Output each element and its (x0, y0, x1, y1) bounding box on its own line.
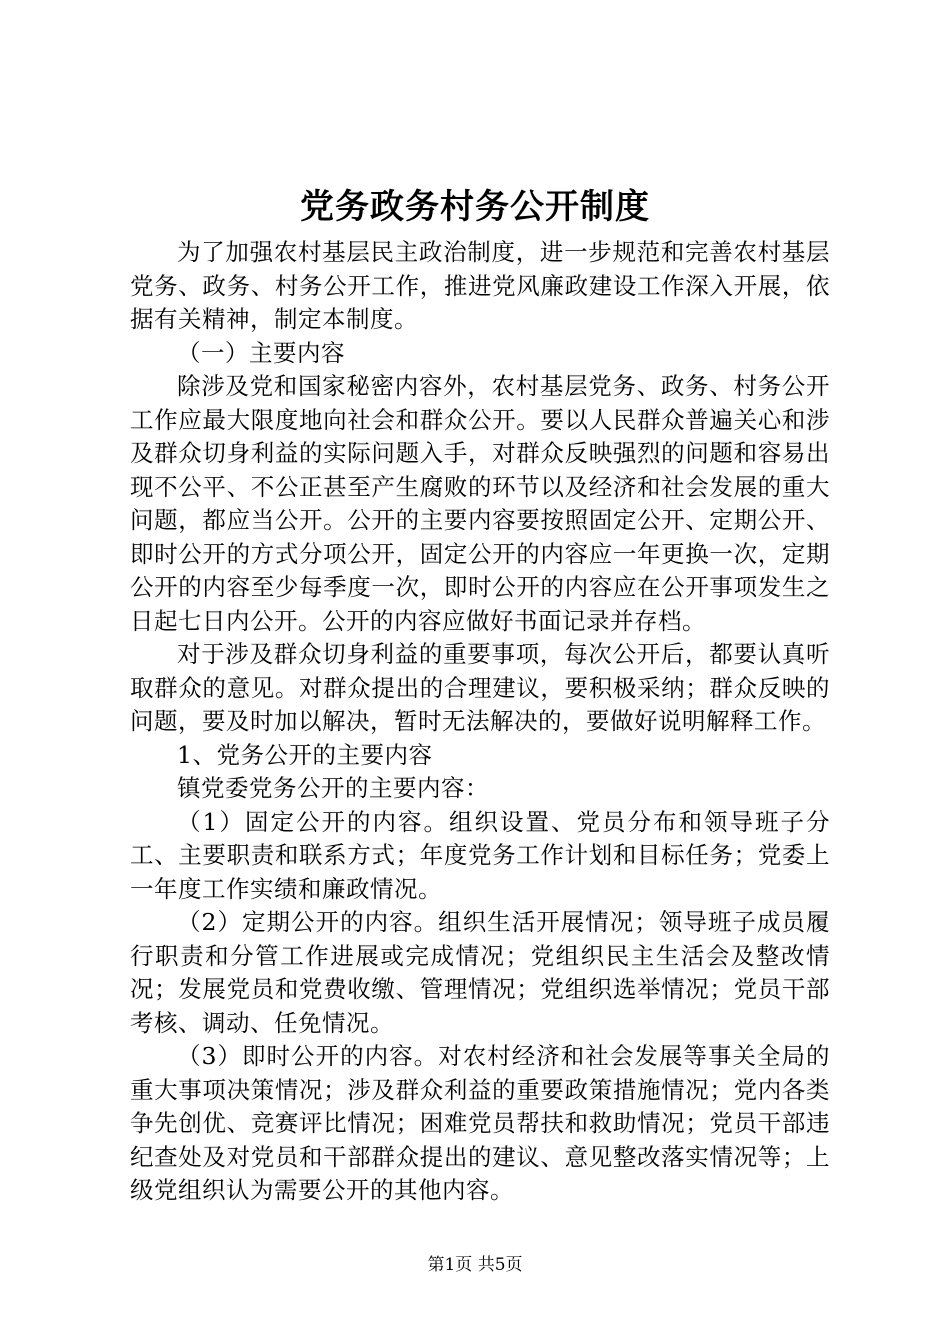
paragraph-public-feedback: 对于涉及群众切身利益的重要事项，每次公开后，都要认真听取群众的意见。对群众提出的合理建议，要积极采纳；群众反映的问题，要及时加以解决，暂时无法解决的，要做好说明解释工作。 (130, 640, 830, 735)
page-number: 第1页 共5页 (427, 1255, 523, 1275)
list-item-immediate-disclosure: （3）即时公开的内容。对农村经济和社会发展等事关全局的重大事项决策情况；涉及群众利益的重要政策措施情况；党内各类争先创优、竞赛评比情况；困难党员帮扶和救助情况；党员干部违纪查处及对党员和干部群众提出的建议、意见整改落实情况等；上级党组织认为需要公开的其他内容。 (130, 1042, 830, 1204)
paragraph-disclosure-scope: 除涉及党和国家秘密内容外，农村基层党务、政务、村务公开工作应最大限度地向社会和群众公开。要以人民群众普遍关心和涉及群众切身利益的实际问题入手，对群众反映强烈的问题和容易出现不公平、不公正甚至产生腐败的环节以及经济和社会发展的重大问题，都应当公开。公开的主要内容要按照固定公开、定期公开、即时公开的方式分项公开，固定公开的内容应一年更换一次，定期公开的内容至少每季度一次，即时公开的内容应在公开事项发生之日起七日内公开。公开的内容应做好书面记录并存档。 (130, 372, 830, 635)
list-item-fixed-disclosure: （1）固定公开的内容。组织设置、党员分布和领导班子分工、主要职责和联系方式；年度党务工作计划和目标任务；党委上一年度工作实绩和廉政情况。 (130, 807, 830, 903)
document-title: 党务政务村务公开制度 (300, 187, 650, 227)
paragraph-party-committee: 镇党委党务公开的主要内容： (177, 774, 489, 802)
list-item-periodic-disclosure: （2）定期公开的内容。组织生活开展情况；领导班子成员履行职责和分管工作进展或完成情况；党组织民主生活会及整改情况；发展党员和党费收缴、管理情况；党组织选举情况；党员干部考核、调动、任免情况。 (130, 908, 830, 1037)
subheading-party-affairs: 1、党务公开的主要内容 (177, 740, 433, 769)
document-body (130, 236, 830, 1208)
section-heading-main-content: （一）主要内容 (177, 338, 345, 367)
intro-paragraph: 为了加强农村基层民主政治制度，进一步规范和完善农村基层党务、政务、村务公开工作，推进党风廉政建设工作深入开展，依据有关精神，制定本制度。 (130, 238, 830, 333)
